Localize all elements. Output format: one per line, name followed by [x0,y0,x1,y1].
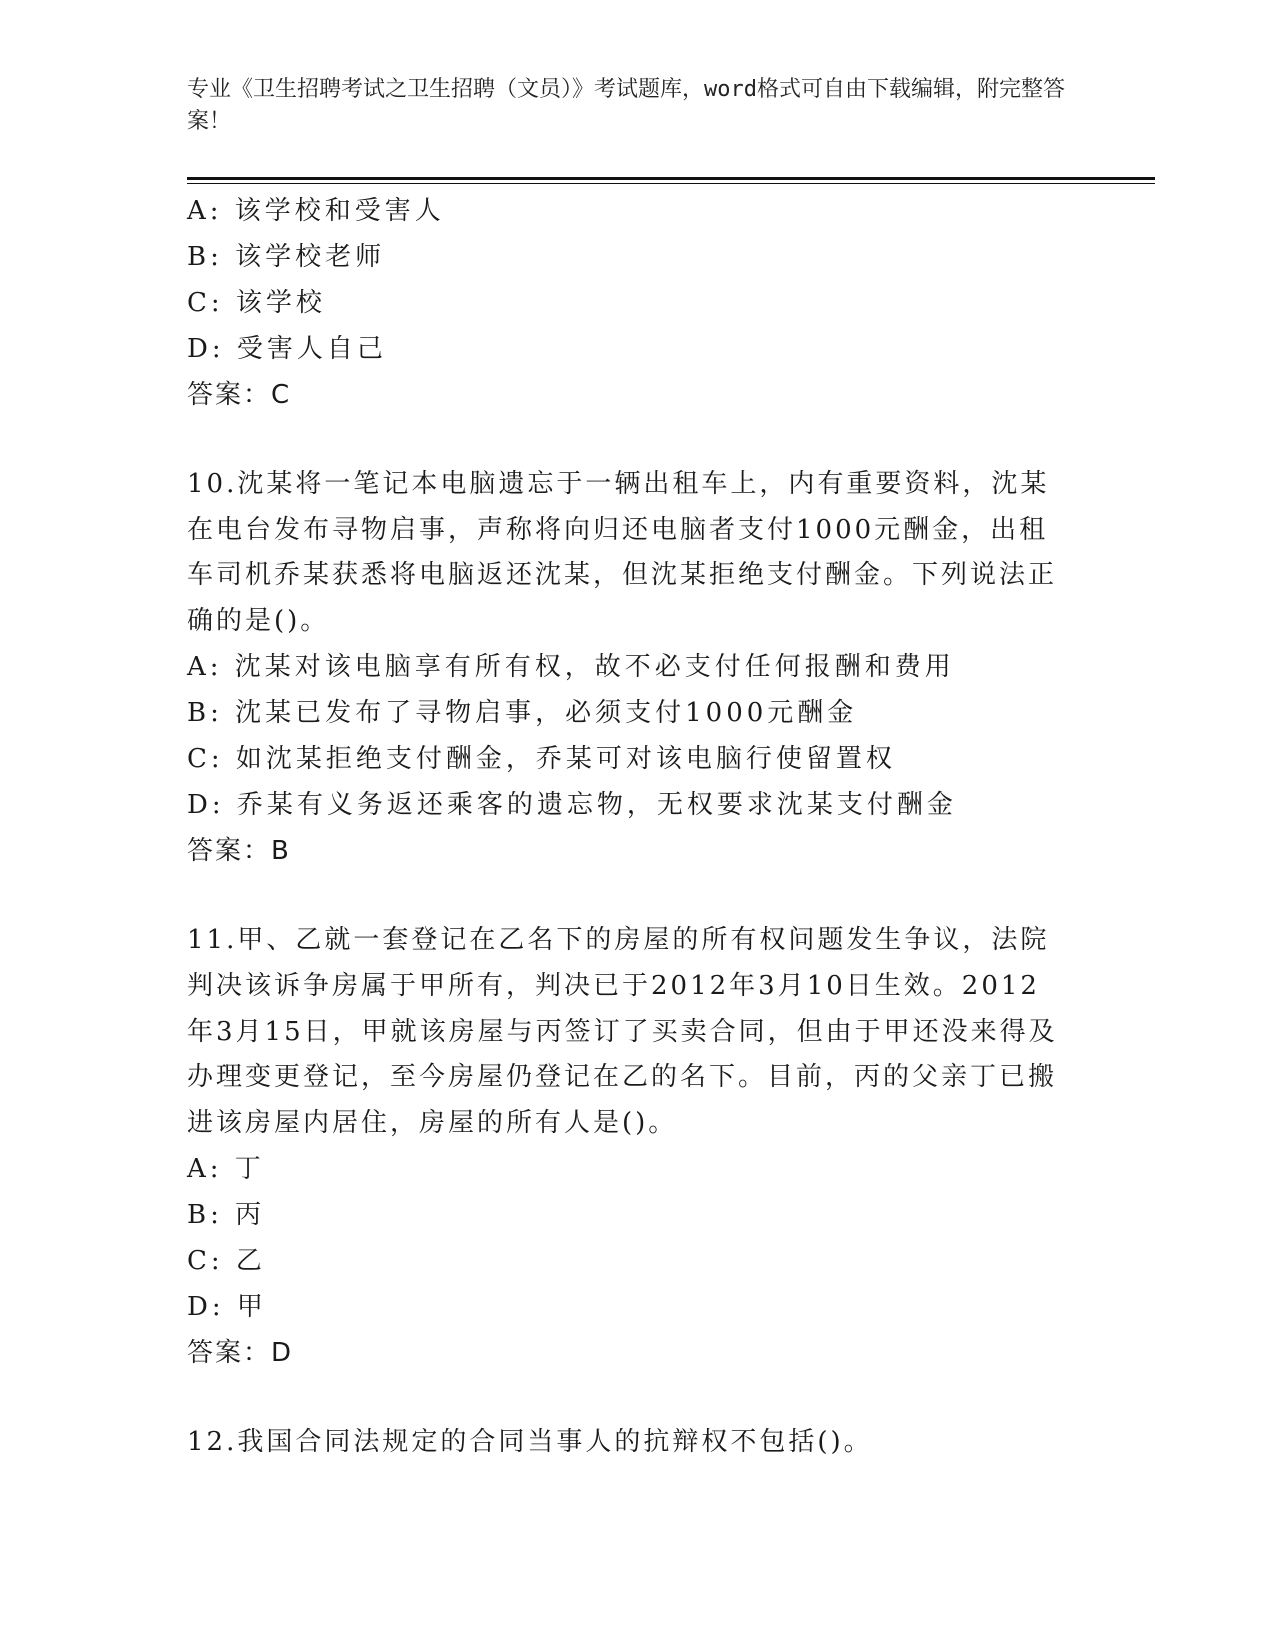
option-d: D: 甲 [187,1292,267,1323]
question-text: 12.我国合同法规定的合同当事人的抗辩权不包括()。 [187,1427,873,1458]
answer-line: 答案：C [187,380,292,410]
spacer [187,874,1087,918]
document-body [187,188,1087,1466]
option-a: A: 该学校和受害人 [187,196,445,226]
question-text: 10.沈某将一笔记本电脑遗忘于一辆出租车上，内有重要资料，沈某在电台发布寻物启事，声称将向归还电脑者支付1000元酬金，出租车司机乔某获悉将电脑返还沈某，但沈某拒绝支付酬金。下列说法正确的是()。 [187,469,1058,636]
option-c: C: 乙 [187,1246,266,1277]
question-9 [187,188,1087,418]
question-11 [187,918,1087,1376]
option-c: C: 如沈某拒绝支付酬金，乔某可对该电脑行使留置权 [187,744,896,775]
option-c: C: 该学校 [187,288,326,318]
option-b: B: 沈某已发布了寻物启事，必须支付1000元酬金 [187,698,858,729]
option-a: A: 沈某对该电脑享有所有权，故不必支付任何报酬和费用 [187,652,955,683]
option-b: B: 丙 [187,1200,266,1231]
option-b: B: 该学校老师 [187,242,386,272]
question-12 [187,1420,1087,1466]
answer-line: 答案：D [187,1338,294,1369]
header-divider-thick [187,177,1155,180]
question-10 [187,462,1087,874]
answer-line: 答案：B [187,836,291,867]
option-a: A: 丁 [187,1154,265,1185]
document-header: 专业《卫生招聘考试之卫生招聘（文员）》考试题库，word格式可自由下载编辑，附完整答案！ [187,77,1065,134]
question-text: 11.甲、乙就一套登记在乙名下的房屋的所有权问题发生争议，法院判决该诉争房属于甲所有，判决已于2012年3月10日生效。2012年3月15日，甲就该房屋与丙签订了买卖合同，但由于甲还没来得及办理变更登记，至今房屋仍登记在乙的名下。目前，丙的父亲丁已搬进该房屋内居住，房屋的所有人是()。 [187,925,1058,1138]
option-d: D: 受害人自己 [187,334,387,364]
spacer [187,418,1087,462]
spacer [187,1376,1087,1420]
option-d: D: 乔某有义务返还乘客的遗忘物，无权要求沈某支付酬金 [187,790,957,821]
header-divider-thin [187,183,1155,184]
